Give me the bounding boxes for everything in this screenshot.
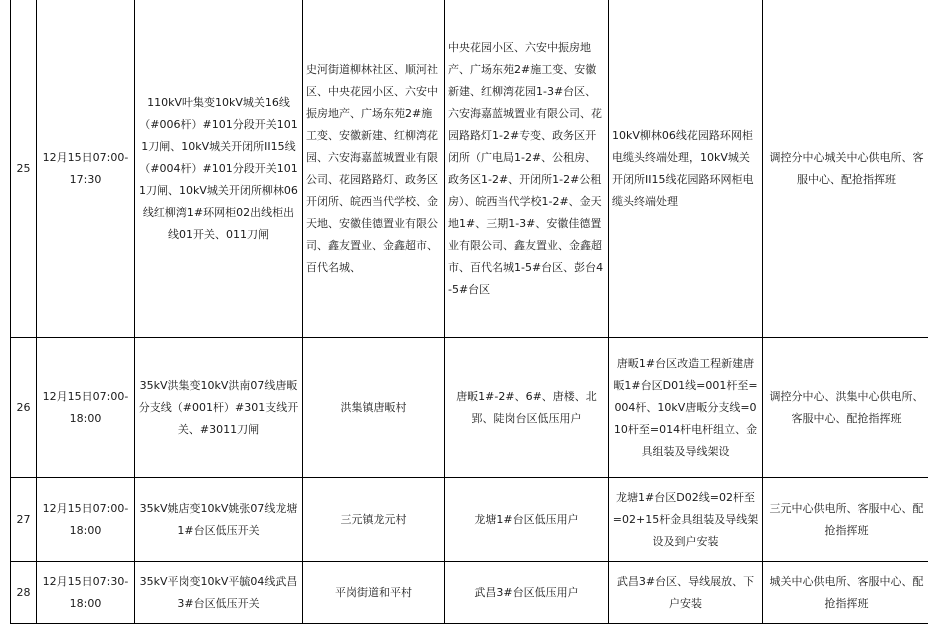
area-cell: 三元镇龙元村 [303,478,445,562]
table-row [11,0,928,338]
table-row [11,478,928,562]
outage-time-cell: 12月15日07:30-18:00 [37,562,135,624]
row-number-cell: 27 [11,478,37,562]
equipment-cell: 35kV平岗变10kV平毓04线武昌3#台区低压开关 [135,562,303,624]
outage-time-cell: 12月15日07:00-18:00 [37,338,135,478]
units-cell: 调控分中心城关中心供电所、客服中心、配抢指挥班 [763,0,928,338]
work-content-cell: 10kV柳林06线花园路环网柜电缆头终端处理，10kV城关开闭所II15线花园路环网柜电缆头终端处理 [609,0,763,338]
users-cell: 中央花园小区、六安中振房地产、广场东苑2#施工变、安徽新建、红柳湾花园1-3#台区、六安海嘉蓝城置业有限公司、花园路路灯1-2#专变、政务区开闭所（广电局1-2#、公租房、政务区1-2#、开闭所1-2#公租房）、皖西当代学校1-2#、金天地1#、三期1-3#、安徽佳德置业有限公司、鑫友置业、金鑫超市、百代名城1-5#台区、彭台4-5#台区 [445,0,609,338]
table-row [11,338,928,478]
area-cell: 洪集镇唐畈村 [303,338,445,478]
area-cell: 平岗街道和平村 [303,562,445,624]
area-cell: 史河街道柳林社区、顺河社区、中央花园小区、六安中振房地产、广场东苑2#施工变、安徽新建、红柳湾花园、六安海嘉蓝城置业有限公司、花园路路灯、政务区开闭所、皖西当代学校、金天地、安徽佳德置业有限公司、鑫友置业、金鑫超市、百代名城、 [303,0,445,338]
table-row [11,562,928,624]
outage-time-cell: 12月15日07:00-18:00 [37,478,135,562]
equipment-cell: 35kV姚店变10kV姚张07线龙塘1#台区低压开关 [135,478,303,562]
work-content-cell: 武昌3#台区、导线展放、下户安装 [609,562,763,624]
work-content-cell: 唐畈1#台区改造工程新建唐畈1#台区D01线=001杆至=004杆、10kV唐畈分支线=010杆至=014杆电杆组立、金具组装及导线架设 [609,338,763,478]
row-number-cell: 25 [11,0,37,338]
units-cell: 城关中心供电所、客服中心、配抢指挥班 [763,562,928,624]
equipment-cell: 35kV洪集变10kV洪南07线唐畈分支线（#001杆）#301支线开关、#3011刀闸 [135,338,303,478]
equipment-cell: 110kV叶集变10kV城关16线（#006杆）#101分段开关1011刀闸、10kV城关开闭所II15线（#004杆）#101分段开关1011刀闸、10kV城关开闭所柳林06线红柳湾1#环网柜02出线柜出线01开关、011刀闸 [135,0,303,338]
users-cell: 武昌3#台区低压用户 [445,562,609,624]
row-number-cell: 26 [11,338,37,478]
outage-time-cell: 12月15日07:00-17:30 [37,0,135,338]
units-cell: 调控分中心、洪集中心供电所、客服中心、配抢指挥班 [763,338,928,478]
units-cell: 三元中心供电所、客服中心、配抢指挥班 [763,478,928,562]
users-cell: 龙塘1#台区低压用户 [445,478,609,562]
users-cell: 唐畈1#-2#、6#、唐楼、北郢、陡岗台区低压用户 [445,338,609,478]
outage-schedule-table [10,0,928,624]
row-number-cell: 28 [11,562,37,624]
work-content-cell: 龙塘1#台区D02线=02杆至=02+15杆金具组装及导线架设及到户安装 [609,478,763,562]
